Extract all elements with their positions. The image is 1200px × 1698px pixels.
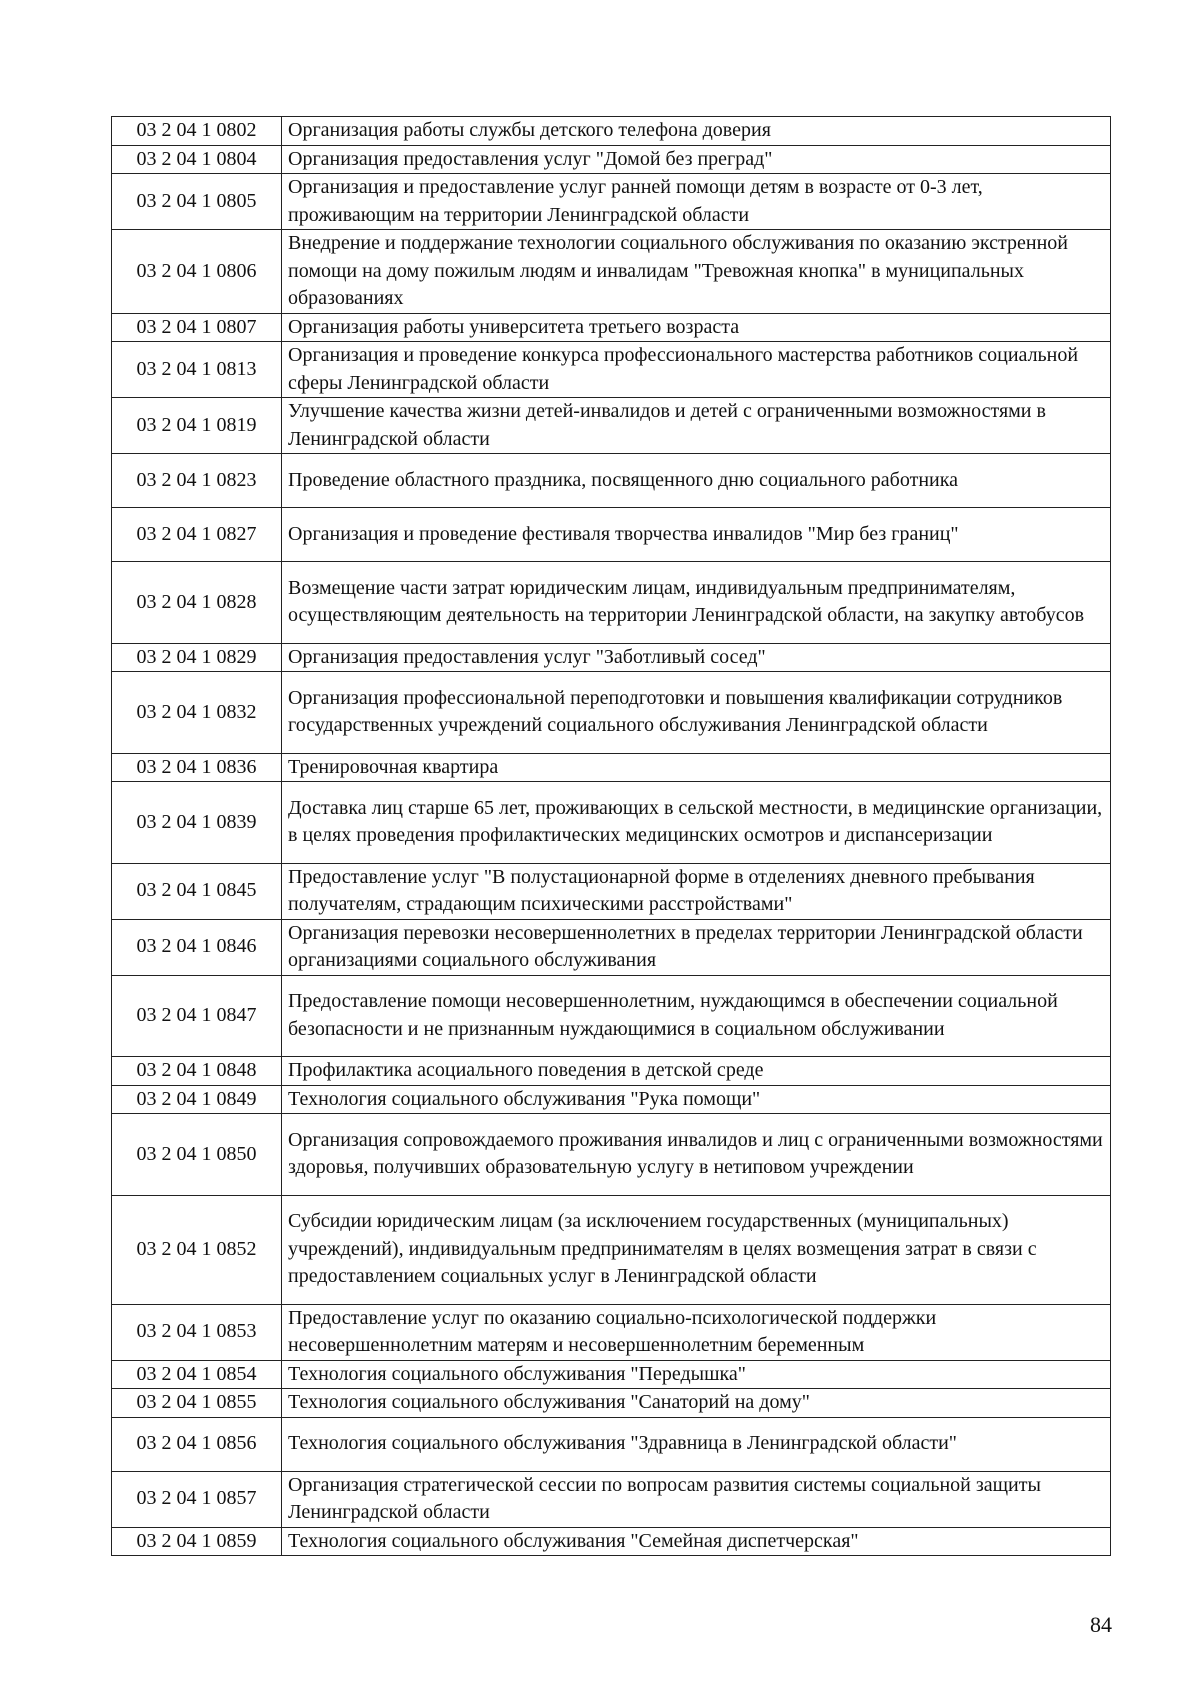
table-row	[112, 562, 1111, 644]
table-row	[112, 230, 1111, 314]
description-cell: Организация стратегической сессии по вопросам развития системы социальной защиты Ленинградской области	[282, 1471, 1111, 1527]
budget-code-cell: 03 2 04 1 0827	[112, 508, 282, 562]
table-row	[112, 1057, 1111, 1086]
table-row	[112, 643, 1111, 672]
description-cell: Организация и проведение фестиваля творчества инвалидов "Мир без границ"	[282, 508, 1111, 562]
table-row	[112, 975, 1111, 1057]
description-cell: Тренировочная квартира	[282, 753, 1111, 782]
description-cell: Технология социального обслуживания "Санаторий на дому"	[282, 1389, 1111, 1418]
budget-code-cell: 03 2 04 1 0828	[112, 562, 282, 644]
description-cell: Организация и предоставление услуг ранней помощи детям в возрасте от 0-3 лет, проживающим на территории Ленинградской области	[282, 174, 1111, 230]
description-cell: Внедрение и поддержание технологии социального обслуживания по оказанию экстренной помощи на дому пожилым людям и инвалидам "Тревожная кнопка" в муниципальных образованиях	[282, 230, 1111, 314]
table-row	[112, 1527, 1111, 1556]
budget-code-cell: 03 2 04 1 0847	[112, 975, 282, 1057]
table-row	[112, 753, 1111, 782]
table-row	[112, 508, 1111, 562]
description-cell: Технология социального обслуживания "Передышка"	[282, 1360, 1111, 1389]
description-cell: Технология социального обслуживания "Рука помощи"	[282, 1085, 1111, 1114]
table-row	[112, 398, 1111, 454]
description-cell: Предоставление услуг "В полустационарной форме в отделениях дневного пребывания получателям, страдающим психическими расстройствами"	[282, 863, 1111, 919]
table-row	[112, 1304, 1111, 1360]
description-cell: Организация предоставления услуг "Заботливый сосед"	[282, 643, 1111, 672]
description-cell: Проведение областного праздника, посвященного дню социального работника	[282, 454, 1111, 508]
description-cell: Профилактика асоциального поведения в детской среде	[282, 1057, 1111, 1086]
table-row	[112, 863, 1111, 919]
budget-code-cell: 03 2 04 1 0819	[112, 398, 282, 454]
table-row	[112, 672, 1111, 754]
budget-code-cell: 03 2 04 1 0852	[112, 1195, 282, 1304]
table-row	[112, 117, 1111, 146]
budget-code-cell: 03 2 04 1 0855	[112, 1389, 282, 1418]
table-row	[112, 1417, 1111, 1471]
budget-code-cell: 03 2 04 1 0823	[112, 454, 282, 508]
table-row	[112, 174, 1111, 230]
description-cell: Возмещение части затрат юридическим лицам, индивидуальным предпринимателям, осуществляющим деятельность на территории Ленинградской области, на закупку автобусов	[282, 562, 1111, 644]
budget-code-cell: 03 2 04 1 0805	[112, 174, 282, 230]
description-cell: Организация перевозки несовершеннолетних в пределах территории Ленинградской области организациями социального обслуживания	[282, 919, 1111, 975]
budget-code-cell: 03 2 04 1 0854	[112, 1360, 282, 1389]
description-cell: Организация сопровождаемого проживания инвалидов и лиц с ограниченными возможностями здоровья, получивших образовательную услугу в нетиповом учреждении	[282, 1114, 1111, 1196]
table-row	[112, 1195, 1111, 1304]
budget-code-cell: 03 2 04 1 0813	[112, 342, 282, 398]
table-row	[112, 313, 1111, 342]
table-row	[112, 919, 1111, 975]
description-cell: Предоставление услуг по оказанию социально-психологической поддержки несовершеннолетним матерям и несовершеннолетним беременным	[282, 1304, 1111, 1360]
description-cell: Предоставление помощи несовершеннолетним, нуждающимся в обеспечении социальной безопасности и не признанным нуждающимися в социальном обслуживании	[282, 975, 1111, 1057]
description-cell: Организация и проведение конкурса профессионального мастерства работников социальной сферы Ленинградской области	[282, 342, 1111, 398]
table-row	[112, 1360, 1111, 1389]
description-cell: Организация работы службы детского телефона доверия	[282, 117, 1111, 146]
table-row	[112, 1389, 1111, 1418]
budget-code-cell: 03 2 04 1 0806	[112, 230, 282, 314]
table-row	[112, 782, 1111, 864]
budget-code-cell: 03 2 04 1 0849	[112, 1085, 282, 1114]
description-cell: Улучшение качества жизни детей-инвалидов и детей с ограниченными возможностями в Ленинградской области	[282, 398, 1111, 454]
budget-code-cell: 03 2 04 1 0850	[112, 1114, 282, 1196]
budget-code-cell: 03 2 04 1 0857	[112, 1471, 282, 1527]
table-row	[112, 145, 1111, 174]
budget-code-cell: 03 2 04 1 0859	[112, 1527, 282, 1556]
table-body	[112, 117, 1111, 1556]
budget-code-cell: 03 2 04 1 0802	[112, 117, 282, 146]
budget-code-cell: 03 2 04 1 0839	[112, 782, 282, 864]
budget-code-cell: 03 2 04 1 0829	[112, 643, 282, 672]
budget-code-cell: 03 2 04 1 0836	[112, 753, 282, 782]
description-cell: Организация профессиональной переподготовки и повышения квалификации сотрудников государственных учреждений социального обслуживания Ленинградской области	[282, 672, 1111, 754]
description-cell: Технология социального обслуживания "Здравница в Ленинградской области"	[282, 1417, 1111, 1471]
table-row	[112, 1114, 1111, 1196]
table-row	[112, 342, 1111, 398]
budget-code-cell: 03 2 04 1 0845	[112, 863, 282, 919]
page-number: 84	[1090, 1612, 1112, 1637]
description-cell: Организация предоставления услуг "Домой без преград"	[282, 145, 1111, 174]
description-cell: Доставка лиц старше 65 лет, проживающих в сельской местности, в медицинские организации, в целях проведения профилактических медицинских осмотров и диспансеризации	[282, 782, 1111, 864]
table-row	[112, 454, 1111, 508]
budget-code-cell: 03 2 04 1 0853	[112, 1304, 282, 1360]
budget-code-cell: 03 2 04 1 0846	[112, 919, 282, 975]
budget-codes-table	[111, 116, 1111, 1556]
table-row	[112, 1471, 1111, 1527]
table-row	[112, 1085, 1111, 1114]
budget-code-cell: 03 2 04 1 0804	[112, 145, 282, 174]
description-cell: Субсидии юридическим лицам (за исключением государственных (муниципальных) учреждений), индивидуальным предпринимателям в целях возмещения затрат в связи с предоставлением социальных услуг в Ленинградской области	[282, 1195, 1111, 1304]
budget-code-cell: 03 2 04 1 0807	[112, 313, 282, 342]
description-cell: Технология социального обслуживания "Семейная диспетчерская"	[282, 1527, 1111, 1556]
budget-code-cell: 03 2 04 1 0856	[112, 1417, 282, 1471]
budget-code-cell: 03 2 04 1 0832	[112, 672, 282, 754]
description-cell: Организация работы университета третьего возраста	[282, 313, 1111, 342]
budget-code-cell: 03 2 04 1 0848	[112, 1057, 282, 1086]
